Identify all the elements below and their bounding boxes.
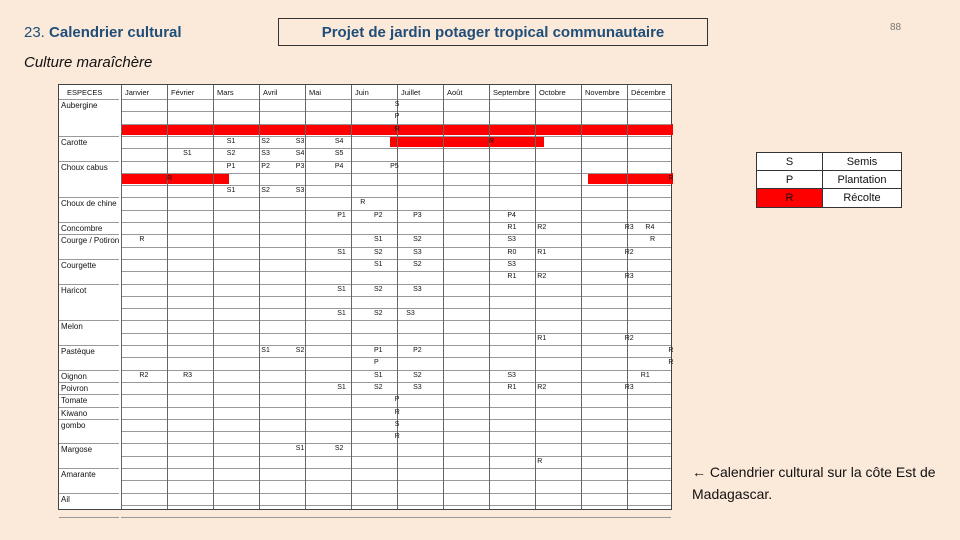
species-name: gombo — [61, 420, 86, 430]
calendar-code: R3 — [624, 383, 634, 391]
legend-code: S — [757, 153, 823, 170]
calendar-code: S2 — [413, 236, 422, 244]
species-divider — [59, 394, 119, 395]
calendar-code: P3 — [295, 162, 305, 170]
species-divider — [59, 259, 119, 260]
slide-number: 23. — [24, 24, 45, 41]
calendar-code: S — [394, 420, 400, 428]
row-line — [121, 431, 671, 432]
row-line — [121, 517, 671, 518]
calendar-code: R1 — [507, 224, 517, 231]
calendar-code: S3 — [413, 285, 422, 293]
calendar-code: S1 — [183, 150, 192, 158]
calendar-code: S2 — [413, 260, 422, 268]
month-header: Avril — [263, 88, 278, 97]
calendar-code: R0 — [507, 248, 517, 256]
calendar-code: S4 — [295, 150, 305, 158]
calendar-code: S — [394, 101, 400, 108]
calendar-code: S1 — [337, 285, 346, 293]
species-divider — [59, 370, 119, 371]
calendar-code: R — [668, 359, 674, 367]
calendar-code: R3 — [183, 371, 193, 379]
month-header: Septembre — [493, 88, 530, 97]
row-line — [121, 247, 671, 248]
calendar-code: P4 — [507, 211, 516, 219]
calendar-code: S1 — [374, 236, 383, 244]
species-divider — [59, 407, 119, 408]
calendar-code: S3 — [413, 383, 422, 391]
row-line — [121, 493, 671, 494]
legend-label: Semis — [846, 155, 878, 168]
month-header: Janvier — [125, 88, 150, 97]
species-name: Carotte — [61, 137, 88, 147]
row-line — [121, 296, 671, 297]
row-line — [121, 148, 671, 149]
legend — [756, 152, 902, 208]
row-line — [121, 320, 671, 321]
legend-row-harvest — [757, 189, 901, 207]
row-line — [121, 407, 671, 408]
calendar-code: S2 — [295, 347, 305, 354]
calendar-code: S3 — [406, 310, 415, 318]
calendar-code: S1 — [295, 445, 305, 453]
species-name: Poivron — [61, 383, 89, 393]
calendar-code: R1 — [507, 383, 517, 391]
month-column-line — [167, 85, 168, 509]
month-header: Juillet — [401, 88, 421, 97]
calendar-code: S3 — [507, 371, 516, 379]
calendar-code: R2 — [624, 334, 634, 342]
row-line — [121, 333, 671, 334]
calendar-code: P — [374, 359, 379, 367]
calendar-code: S3 — [295, 137, 305, 145]
species-divider — [59, 443, 119, 444]
calendar-code: R1 — [507, 273, 517, 281]
species-name: Margose — [61, 445, 93, 455]
month-column-line — [259, 85, 260, 509]
species-name: Amarante — [61, 470, 96, 479]
species-name: Melon — [61, 322, 83, 332]
species-name: Courge / Potiron — [61, 236, 120, 246]
row-line — [121, 382, 671, 383]
row-line — [121, 480, 671, 481]
slide-title-text: Calendrier cultural — [49, 24, 182, 41]
calendar-code: S1 — [337, 310, 346, 318]
calendar-code: S2 — [334, 445, 344, 453]
row-line — [121, 124, 671, 125]
calendar-code: R — [167, 174, 173, 182]
month-column-line — [351, 85, 352, 509]
calendar-code: R — [394, 408, 400, 416]
calendar-code: R — [394, 125, 400, 133]
calendar-code: R4 — [645, 224, 655, 231]
calendar-code: S2 — [374, 310, 383, 318]
calendar-code: R2 — [537, 383, 547, 391]
month-column-line — [581, 85, 582, 509]
calendar-code: S3 — [295, 187, 305, 195]
month-column-line — [305, 85, 306, 509]
calendar-code: P — [394, 396, 400, 404]
month-column-line — [489, 85, 490, 509]
calendar-code: P1 — [226, 162, 236, 170]
row-line — [121, 111, 671, 112]
calendar-code: R2 — [537, 224, 547, 231]
month-header: Février — [171, 88, 195, 97]
calendar-code: S3 — [413, 248, 422, 256]
legend-row-sowing — [757, 153, 901, 171]
calendar-code: R — [650, 236, 656, 244]
species-divider — [59, 382, 119, 383]
slide-title — [24, 24, 182, 41]
calendar-code: P2 — [261, 162, 270, 170]
month-column-line — [443, 85, 444, 509]
species-name: Ail — [61, 494, 70, 504]
month-column-line — [627, 85, 628, 509]
species-divider — [59, 284, 119, 285]
month-column-line — [535, 85, 536, 509]
row-line — [121, 271, 671, 272]
harvest-band — [588, 173, 673, 184]
species-name: Pastèque — [61, 347, 95, 356]
species-divider — [59, 345, 119, 346]
calendar-code: S1 — [337, 248, 346, 256]
calendar-code: S1 — [261, 347, 270, 354]
month-header: Octobre — [539, 88, 566, 97]
calendar-code: P2 — [413, 347, 422, 354]
calendar-code: P5 — [390, 162, 399, 170]
calendar-code: S3 — [261, 150, 270, 158]
legend-row-planting — [757, 171, 901, 189]
species-divider — [59, 161, 119, 162]
row-line — [121, 357, 671, 358]
caption: ← Calendrier cultural sur la côte Est de Madagascar. — [692, 464, 936, 502]
calendar-code: S1 — [226, 137, 236, 145]
row-line — [121, 197, 671, 198]
row-line — [121, 394, 671, 395]
species-name: Choux de chine — [61, 199, 117, 209]
legend-label: Récolte — [843, 192, 881, 204]
calendar-code: R1 — [640, 371, 650, 379]
calendar-code: R3 — [624, 273, 634, 281]
species-divider — [59, 234, 119, 235]
species-divider — [59, 197, 119, 198]
calendar-code: P3 — [413, 211, 422, 219]
project-banner: Projet de jardin potager tropical communautaire — [278, 18, 708, 46]
row-line — [121, 308, 671, 309]
species-divider — [59, 136, 119, 137]
species-name: Oignon — [61, 371, 87, 381]
species-name: Concombre — [61, 224, 103, 233]
calendar-code: P2 — [374, 211, 383, 219]
month-column-line — [213, 85, 214, 509]
calendar-code: S2 — [374, 248, 383, 256]
row-line — [121, 468, 671, 469]
calendar-code: R2 — [537, 273, 547, 281]
month-header: Mai — [309, 88, 322, 97]
row-line — [121, 370, 671, 371]
calendar-code: P — [394, 113, 400, 121]
species-name: Haricot — [61, 285, 87, 295]
crop-calendar-table — [58, 84, 672, 510]
calendar-code: P1 — [337, 211, 346, 219]
legend-code: P — [757, 171, 823, 188]
species-divider — [59, 99, 119, 100]
calendar-code: P4 — [334, 162, 344, 170]
calendar-code: R — [668, 174, 674, 182]
calendar-code: S2 — [261, 187, 270, 195]
calendar-code: R — [139, 236, 145, 244]
row-line — [121, 99, 671, 100]
month-header: Mars — [217, 88, 234, 97]
species-divider — [59, 468, 119, 469]
calendar-code: S3 — [507, 236, 516, 244]
species-name: Aubergine — [61, 101, 98, 110]
calendar-code: R2 — [624, 248, 634, 256]
row-line — [121, 173, 671, 174]
legend-code: R — [757, 189, 823, 207]
row-line — [121, 456, 671, 457]
calendar-code: R3 — [624, 224, 634, 231]
row-line — [121, 185, 671, 186]
month-header: Décembre — [631, 88, 666, 97]
row-line — [121, 345, 671, 346]
calendar-code: S3 — [507, 260, 516, 268]
calendar-code: R — [360, 199, 366, 207]
row-line — [121, 284, 671, 285]
species-divider — [59, 517, 119, 518]
calendar-code: R1 — [537, 248, 547, 256]
calendar-code: S1 — [374, 371, 383, 379]
calendar-code: R2 — [139, 371, 149, 379]
species-name: Choux cabus — [61, 162, 108, 172]
calendar-code: S5 — [334, 150, 344, 158]
page-number: 88 — [890, 22, 902, 33]
species-divider — [59, 320, 119, 321]
species-header: ESPECES — [67, 88, 103, 97]
calendar-code: S1 — [337, 383, 346, 391]
calendar-code: R — [489, 137, 495, 145]
row-line — [121, 419, 671, 420]
species-name: Kiwano — [61, 408, 88, 418]
row-line — [121, 443, 671, 444]
row-line — [121, 222, 671, 223]
row-line — [121, 210, 671, 211]
species-column-line — [121, 85, 122, 509]
calendar-code: R — [394, 433, 400, 441]
calendar-code: R — [668, 347, 674, 354]
species-divider — [59, 493, 119, 494]
month-header: Août — [447, 88, 463, 97]
calendar-code: R1 — [537, 334, 547, 342]
species-divider — [59, 419, 119, 420]
row-line — [121, 259, 671, 260]
calendar-code: S2 — [226, 150, 236, 158]
calendar-code: S2 — [261, 137, 270, 145]
row-line — [121, 161, 671, 162]
calendar-code: S4 — [334, 137, 344, 145]
calendar-code: S1 — [226, 187, 236, 195]
calendar-code: S2 — [413, 371, 422, 379]
calendar-code: S2 — [374, 285, 383, 293]
month-header: Juin — [355, 88, 369, 97]
row-line — [121, 505, 671, 506]
legend-label: Plantation — [837, 173, 887, 186]
month-header: Novembre — [585, 88, 620, 97]
calendar-code: P1 — [374, 347, 383, 354]
calendar-code: S1 — [374, 260, 383, 268]
section-subtitle: Culture maraîchère — [24, 54, 153, 71]
harvest-band — [390, 136, 544, 147]
species-divider — [59, 222, 119, 223]
species-name: Courgette — [61, 260, 97, 270]
calendar-code: R — [537, 457, 543, 465]
row-line — [121, 234, 671, 235]
calendar-code: S2 — [374, 383, 383, 391]
row-line — [121, 136, 671, 137]
species-name: Tomate — [61, 396, 88, 406]
